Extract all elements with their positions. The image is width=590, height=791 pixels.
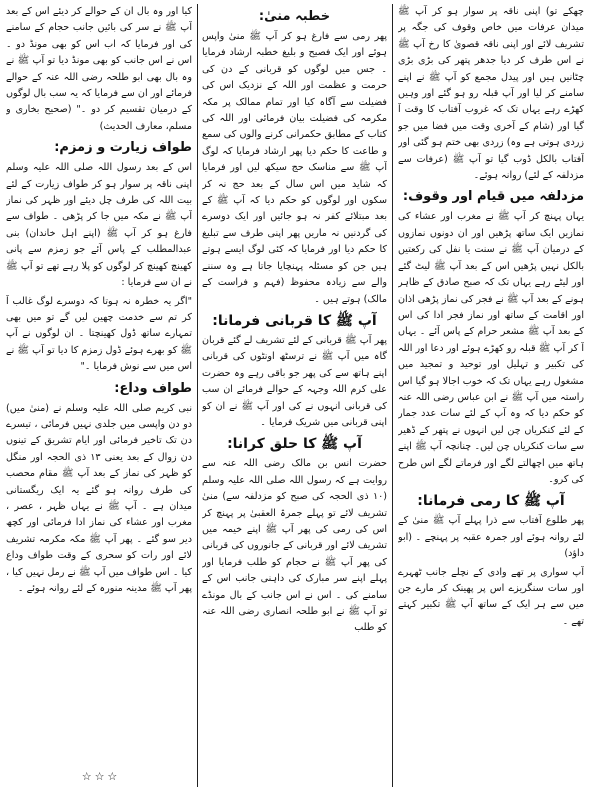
paragraph-zamzam-quote: "اگر یہ خطرہ نہ ہوتا کہ دوسرے لوگ غالب آ کر تم سے خدمت چھین لیں گے تو میں بھی تمہارے ساتھ ڈول کھینچتا ۔ ان لوگوں نے آپ ﷺ کو بھرے ہوئے ڈول زمزم کا دیا تو آپ ﷺ نے اس میں سے نوش فرمایا ۔" — [6, 295, 192, 373]
paragraph-hair-distribution: کیا اور وہ بال ان کے حوالے کر دیئے اس کے بعد آپ ﷺ نے سر کی بائیں جانب حجام کے سامنے کی اور فرمایا کہ اب اس کو بھی مونڈ دو ۔ اس نے اس جانب کو بھی مونڈ دیا تو آپ ﷺ نے وہ بال بھی ابو طلحہ رضی اللہ عنہ کے حوالے فرمائے اور ان سے فرمایا کہ یہ سب بال لوگوں کے درمیان تقسیم کر دو ۔" (صحیح بخاری و مسلم، معارف الحدیث) — [6, 6, 192, 132]
paragraph-halq: حضرت انس بن مالک رضی اللہ عنہ سے روایت ہے کہ رسول اللہ صلی اللہ علیہ وسلم (۱۰ ذی الحجہ کی صبح کو مزدلفہ سے) منیٰ تشریف لائے تو پہلے جمرۃ العقبیٰ پر پہنچ کر اس کی رمی کی پھر آپ ﷺ اپنے خیمہ میں تشریف لائے اور قربانی کے جانوروں کی قربانی کی پھر آپ ﷺ نے حجام کو طلب فرمایا اور پہلے اپنے سر مبارک کی داہنی جانب اس کے سامنے کی ۔ اس نے اس جانب کے بال مونڈے تو آپ ﷺ نے ابو طلحہ انصاری رضی اللہ عنہ کو طلب — [202, 458, 387, 634]
heading-tawaf-ziyarat: طواف زیارت و زمزم: — [54, 140, 192, 156]
heading-qurbani: آپ ﷺ کا قربانی فرمانا: — [212, 312, 377, 329]
paragraph-arafat: چھکے تو) اپنی ناقہ پر سوار ہو کر آپ ﷺ میدان عرفات میں خاص وقوف کی جگہ پر تشریف لائے اور اپنی ناقہ قصویٰ کا رخ آپ ﷺ نے اس طرف کر دیا جدھر پتھر کی بڑی بڑی چٹانیں ہیں اور پیدل مجمع کو آپ ﷺ نے اپنے سامنے کر لیا اور آپ قبلہ رو ہو گئے اور وہیں کھڑے رہے یہاں تک کہ غروب آفتاب کا وقت آ گیا اور (شام کے آخری وقت میں فضا میں جو زردی ہوتی ہے وہ) زردی بھی ختم ہو گئی اور آفتاب بالکل ڈوب گیا تو آپ ﷺ (عرفات سے مزدلفہ کے لئے) روانہ ہوئے۔ — [398, 6, 584, 182]
column-divider — [197, 4, 198, 787]
paragraph-tawaf-ziyarat: اس کے بعد رسول اللہ صلی اللہ علیہ وسلم اپنی ناقہ پر سوار ہو کر طواف زیارت کے لئے بیت اللہ کی طرف چل دیئے اور ظہر کی نماز آپ ﷺ نے مکہ میں جا کر پڑھی ۔ طواف سے فارغ ہو کر آپ ﷺ (اپنے اہل خاندان) بنی عبدالمطلب کے پاس آئے جو زمزم سے پانی کھینچ کھینچ کر لوگوں کو پلا رہے تھے تو آپ ﷺ نے ان سے فرمایا : — [6, 162, 192, 289]
left-column — [6, 4, 192, 787]
end-stars: ☆☆☆ — [81, 770, 121, 783]
paragraph-khutbah: پھر رمی سے فارغ ہو کر آپ ﷺ منیٰ واپس ہوئے اور ایک فصیح و بلیغ خطبہ ارشاد فرمایا ۔ جس میں لوگوں کو قربانی کے دن کی حرمت و عظمت اور اللہ کے نزدیک اس کی فضیلت سے آگاہ کیا اور تمام ممالک پر مکہ مکرمہ کی فضیلت بیان فرمائی اور اللہ کی کتاب کے مطابق حکمرانی کرنے والوں کی سمع و طاعت کا حکم دیا پھر ارشاد فرمایا کہ لوگ آپ ﷺ سے مناسک حج سیکھ لیں اور فرمایا کہ شاید میں اس سال کے بعد حج نہ کر سکوں اور لوگوں کو حکم دیا کہ آپ ﷺ کے بعد مبتلائے کفر نہ ہو جائیں اور ایک دوسرے کی گردنیں نہ ماریں پھر اپنی طرف سے تبلیغ کا حکم دیا اور فرمایا کہ کئی لوگ ایسے ہوتے ہیں جن کو مسئلہ پہنچایا جاتا ہے وہ سننے والے سے زیادہ محفوظ (فہم و فراست کے مالک) ہوتے ہیں ۔ — [202, 31, 387, 305]
middle-column — [202, 4, 387, 787]
heading-tawaf-wida: طواف وداع: — [114, 380, 192, 396]
right-column — [398, 4, 584, 787]
column-divider — [392, 4, 393, 787]
heading-muzdalifah: مزدلفہ میں قیام اور وقوف: — [402, 189, 584, 205]
heading-halq: آپ ﷺ کا حلق کرانا: — [227, 436, 362, 453]
paragraph-tawaf-wida: نبی کریم صلی اللہ علیہ وسلم نے (منیٰ میں) دو دن واپسی میں جلدی نہیں فرمائی ، تیسرے دن تک تاخیر فرمائی اور ایام تشریق کے تینوں دن زوال کے بعد یعنی ۱۳ ذی الحجہ اور منگل کو ظہر کی نماز کے بعد آپ ﷺ مقام محصب کی طرف روانہ ہو گئے یہ ایک ریگستانی میدان ہے ۔ آپ ﷺ نے یہاں ظہر ، عصر ، مغرب اور عشاء کی نماز ادا فرمائی اور کچھ دیر سو گئے ۔ پھر آپ ﷺ مکہ مکرمہ تشریف لائے اور رات کو سحری کے وقت طواف وداع کیا ۔ اس طواف میں آپ ﷺ نے رمل نہیں کیا ، پھر آپ ﷺ مدینہ منورہ کے لئے روانہ ہوئے ۔ — [6, 402, 192, 594]
paragraph-rami-departure: پھر طلوع آفتاب سے ذرا پہلے آپ ﷺ منیٰ کے لئے روانہ ہوئے اور جمرہ عقبہ پر پہنچے ۔ (ابو داؤد) — [398, 515, 584, 560]
paragraph-muzdalifah: یہاں پہنچ کر آپ ﷺ نے مغرب اور عشاء کی نمازیں ایک ساتھ پڑھیں اور ان دونوں نمازوں کے درمیان آپ ﷺ نے سنت یا نفل کی رکعتیں بالکل نہیں پڑھیں اس کے بعد آپ ﷺ لیٹ گئے اور لیٹے رہے یہاں تک کہ صبح صادق کے ظاہر ہونے کے بعد آپ ﷺ نے فجر کی نماز پڑھی اذان اور اقامت کے ساتھ اور نماز فجر ادا کی اس کے بعد آپ ﷺ مشعر حرام کے پاس آئے ۔ یہاں آ کر آپ ﷺ قبلہ رو کھڑے ہوئے اور دعا اور اللہ کی تکبیر و تہلیل اور توحید و تمجید میں مشغول رہے یہاں تک کہ خوب اجالا ہو گیا اس راستہ میں آپ ﷺ نے ابن عباس رضی اللہ عنہ کو حکم دیا کہ وہ آپ کے لئے سات عدد جمار کے لئے کنکریاں چن لیں انہوں نے پتھر کے ڈھیر سے سات کنکریاں چن لیں۔ چنانچہ آپ ﷺ اپنے ہاتھ میں اچھالتے لگے اور فرماتے لگے اس طرح کی کرو۔ — [398, 211, 584, 485]
paragraph-qurbani: پھر آپ ﷺ قربانی کے لئے تشریف لے گئے قربان گاہ میں آپ ﷺ نے ترسٹھ اونٹوں کی قربانی اپنے ہاتھ سے کی پھر جو باقی رہے وہ حضرت علی کرم اللہ وجہہ کے حوالے فرمائے ان سب کی قربانی انہوں نے کی اور آپ ﷺ نے ان کو اپنی قربانی میں شریک فرمایا ۔ — [202, 334, 387, 428]
heading-rami: آپ ﷺ کا رمی فرمانا: — [417, 493, 565, 510]
heading-khutbah-mina: خطبہ منیٰ: — [258, 9, 331, 24]
paragraph-rami: آپ سواری پر تھے وادی کے نچلے جانب ٹھہرے اور سات سنگریزے اس پر پھینک کر مارے جن میں سے ہر ایک کے ساتھ آپ ﷺ تکبیر کہتے تھے ۔ — [398, 566, 584, 627]
